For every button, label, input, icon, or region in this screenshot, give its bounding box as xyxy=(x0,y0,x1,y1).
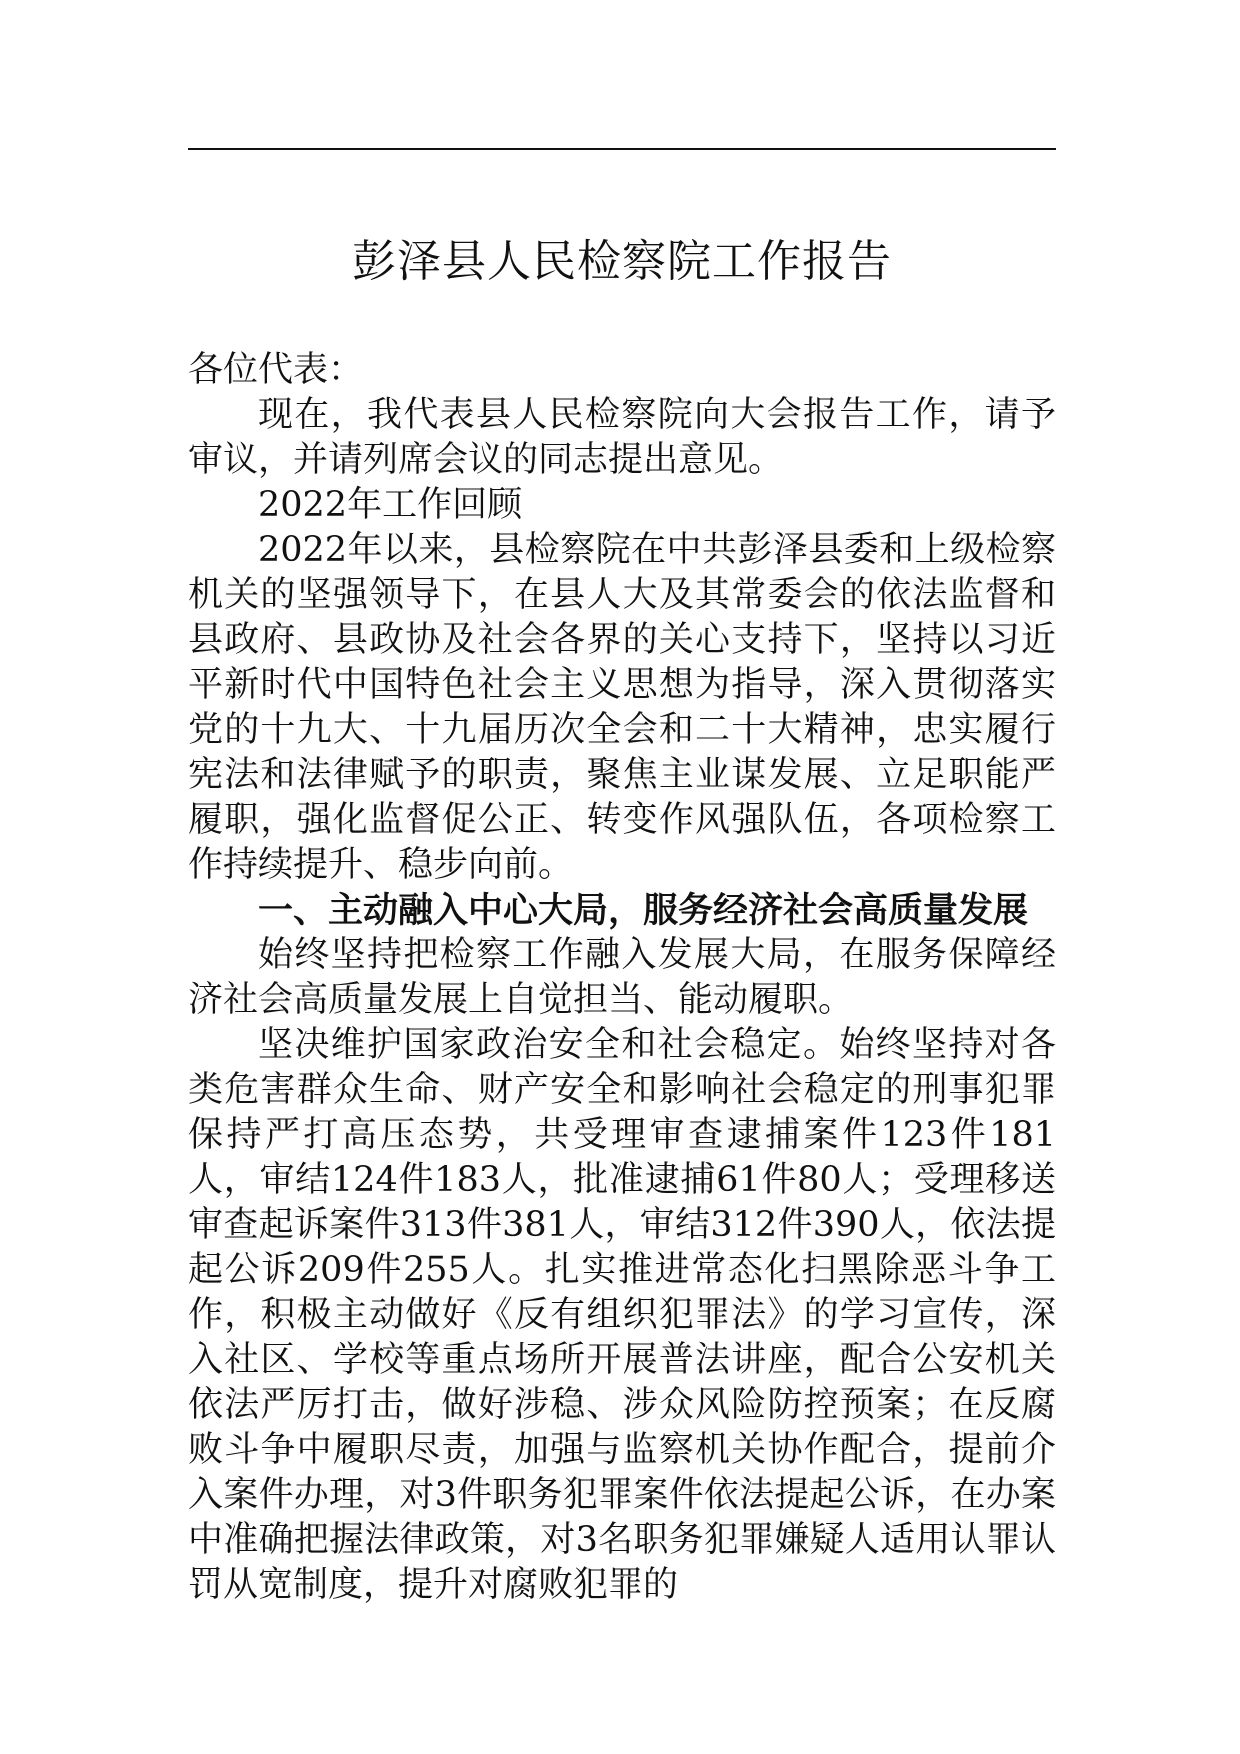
intro-paragraph: 现在，我代表县人民检察院向大会报告工作，请予审议，并请列席会议的同志提出意见。 xyxy=(188,395,1056,480)
section1-intro-paragraph: 始终坚持把检察工作融入发展大局，在服务保障经济社会高质量发展上自觉担当、能动履职。 xyxy=(188,935,1056,1020)
section1-heading: 一、主动融入中心大局，服务经济社会高质量发展 xyxy=(258,890,1029,931)
document-body xyxy=(188,348,1056,1608)
header-rule xyxy=(188,148,1056,150)
review-paragraph: 2022年以来，县检察院在中共彭泽县委和上级检察机关的坚强领导下，在县人大及其常委会的依法监督和县政府、县政协及社会各界的关心支持下，坚持以习近平新时代中国特色社会主义思想为指导，深入贯彻落实党的十九大、十九届历次全会和二十大精神，忠实履行宪法和法律赋予的职责，聚焦主业谋发展、立足职能严履职，强化监督促公正、转变作风强队伍，各项检察工作持续提升、稳步向前。 xyxy=(188,530,1056,885)
salutation: 各位代表： xyxy=(188,350,364,390)
section1-body-paragraph: 坚决维护国家政治安全和社会稳定。始终坚持对各类危害群众生命、财产安全和影响社会稳定的刑事犯罪保持严打高压态势，共受理审查逮捕案件123件181人，审结124件183人，批准逮捕61件80人；受理移送审查起诉案件313件381人，审结312件390人，依法提起公诉209件255人。扎实推进常态化扫黑除恶斗争工作，积极主动做好《反有组织犯罪法》的学习宣传，深入社区、学校等重点场所开展普法讲座，配合公安机关依法严厉打击，做好涉稳、涉众风险防控预案；在反腐败斗争中履职尽责，加强与监察机关协作配合，提前介入案件办理，对3件职务犯罪案件依法提起公诉，在办案中准确把握法律政策，对3名职务犯罪嫌疑人适用认罪认罚从宽制度，提升对腐败犯罪的 xyxy=(188,1025,1056,1605)
review-heading: 2022年工作回顾 xyxy=(258,485,523,525)
document-title: 彭泽县人民检察院工作报告 xyxy=(352,236,892,287)
